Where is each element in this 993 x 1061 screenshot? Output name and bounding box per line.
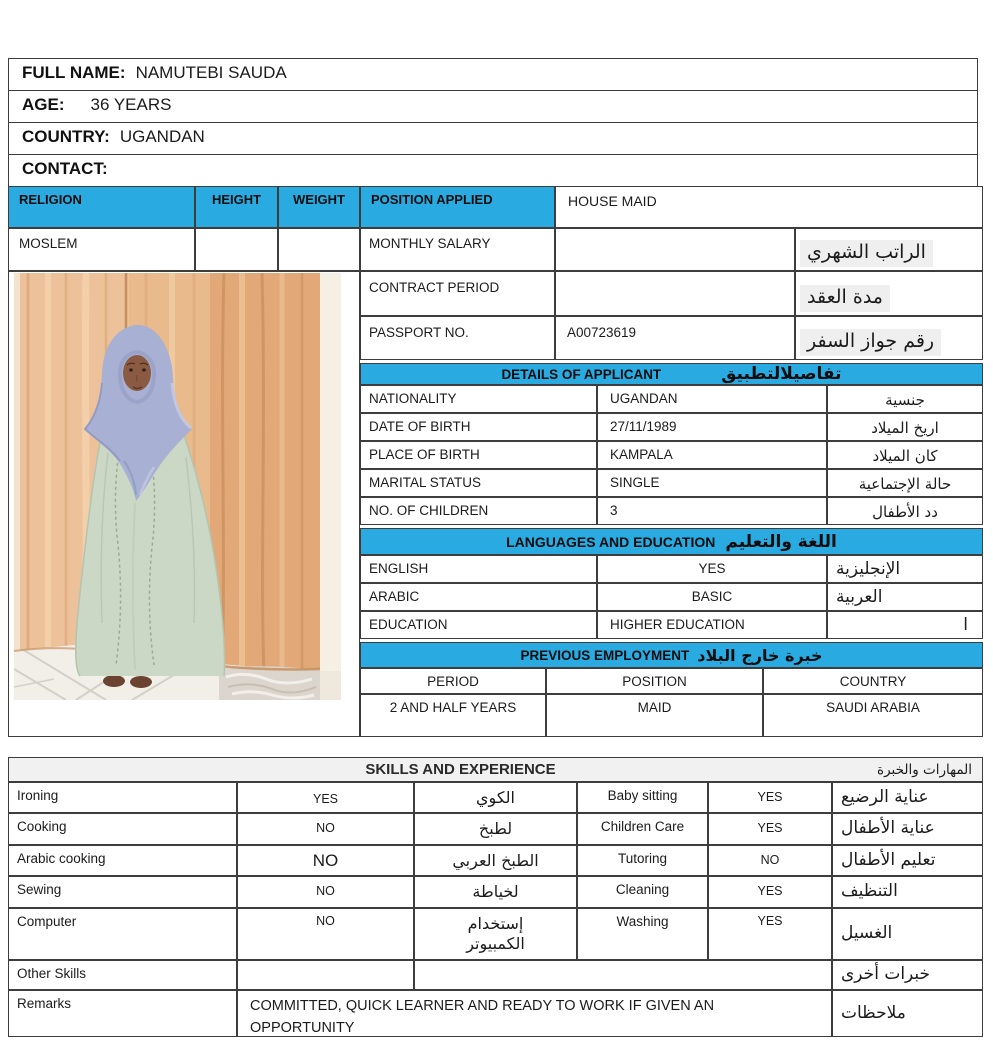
skill-childrencare-arabic: عناية الأطفال [832, 813, 983, 845]
full-name-row [8, 58, 978, 91]
other-skills-empty [237, 960, 414, 990]
skill-babysitting-value: YES [708, 782, 832, 813]
skills-title: SKILLS AND EXPERIENCE [365, 761, 556, 778]
place-of-birth-label: PLACE OF BIRTH [360, 441, 597, 469]
skill-sewing-value: NO [237, 876, 414, 908]
country-column-header: COUNTRY [763, 668, 983, 694]
skill-computer-value: NO [237, 908, 414, 960]
children-arabic: دد الأطفال [827, 497, 983, 525]
monthly-salary-arabic: الراتب الشهري [795, 228, 983, 271]
place-of-birth-value: KAMPALA [597, 441, 827, 469]
skill-ironing-label: Ironing [8, 782, 237, 813]
education-arabic: ا [827, 611, 983, 639]
height-value [195, 228, 278, 271]
passport-label: PASSPORT NO. [360, 316, 555, 360]
skill-arabiccooking-label: Arabic cooking [8, 845, 237, 876]
skills-title-arabic: المهارات والخبرة [877, 761, 972, 778]
children-label: NO. OF CHILDREN [360, 497, 597, 525]
education-value: HIGHER EDUCATION [597, 611, 827, 639]
skill-cleaning-arabic: التنظيف [832, 876, 983, 908]
education-label: EDUCATION [360, 611, 597, 639]
position-column-header: POSITION [546, 668, 763, 694]
marital-status-value: SINGLE [597, 469, 827, 497]
other-skills-value [414, 960, 832, 990]
contact-label: CONTACT: [22, 159, 108, 178]
applicant-photo [14, 273, 341, 700]
languages-title-arabic: اللغة والتعليم [725, 531, 837, 552]
other-skills-arabic: خبرات أخرى [832, 960, 983, 990]
languages-section-header [360, 528, 983, 555]
age-row [8, 90, 978, 123]
arabic-arabic: العربية [827, 583, 983, 611]
skill-ironing-value: YES [237, 782, 414, 813]
skill-arabiccooking-value: NO [237, 845, 414, 876]
nationality-value: UGANDAN [597, 385, 827, 413]
skill-tutoring-value: NO [708, 845, 832, 876]
skill-childrencare-label: Children Care [577, 813, 708, 845]
skills-section-header [8, 757, 983, 782]
country-label: COUNTRY: [22, 127, 110, 146]
marital-status-label: MARITAL STATUS [360, 469, 597, 497]
employment-title-arabic: خبرة خارج البلاد [697, 645, 823, 665]
employment-period: 2 AND HALF YEARS [360, 694, 546, 737]
religion-value: MOSLEM [8, 228, 195, 271]
contact-row [8, 154, 978, 187]
country-row [8, 122, 978, 155]
period-column-header: PERIOD [360, 668, 546, 694]
full-name-value: NAMUTEBI SAUDA [135, 63, 287, 82]
age-value: 36 YEARS [90, 95, 172, 114]
skill-arabiccooking-arabic: الطبخ العربي [414, 845, 577, 876]
skill-cooking-label: Cooking [8, 813, 237, 845]
skill-washing-value: YES [708, 908, 832, 960]
contract-period-value [555, 271, 795, 316]
position-applied-header: POSITION APPLIED [360, 186, 555, 228]
date-of-birth-value: 27/11/1989 [597, 413, 827, 441]
skill-tutoring-label: Tutoring [577, 845, 708, 876]
employment-position: MAID [546, 694, 763, 737]
age-label: AGE: [22, 95, 65, 114]
remarks-label: Remarks [8, 990, 237, 1037]
marital-status-arabic: حالة الإجتماعية [827, 469, 983, 497]
employment-title: PREVIOUS EMPLOYMENT [520, 647, 690, 663]
skill-babysitting-arabic: عناية الرضيع [832, 782, 983, 813]
skills-table [8, 757, 983, 1037]
details-title: DETAILS OF APPLICANT [501, 366, 662, 382]
date-of-birth-label: DATE OF BIRTH [360, 413, 597, 441]
contract-period-arabic: مدة العقد [795, 271, 983, 316]
photo-cell [8, 271, 360, 737]
date-of-birth-arabic: اريخ الميلاد [827, 413, 983, 441]
skill-washing-arabic: الغسيل [832, 908, 983, 960]
skill-washing-label: Washing [577, 908, 708, 960]
arabic-value: BASIC [597, 583, 827, 611]
english-value: YES [597, 555, 827, 583]
monthly-salary-label: MONTHLY SALARY [360, 228, 555, 271]
full-name-label: FULL NAME: [22, 63, 126, 82]
passport-value: A00723619 [555, 316, 795, 360]
skill-computer-arabic: إستخدام الكمبيوتر [414, 908, 577, 960]
skill-sewing-arabic: لخياطة [414, 876, 577, 908]
main-table [8, 186, 983, 737]
height-header: HEIGHT [195, 186, 278, 228]
languages-title: LANGUAGES AND EDUCATION [506, 533, 716, 550]
skill-cooking-arabic: لطبخ [414, 813, 577, 845]
english-label: ENGLISH [360, 555, 597, 583]
skill-cleaning-value: YES [708, 876, 832, 908]
employment-country: SAUDI ARABIA [763, 694, 983, 737]
weight-header: WEIGHT [278, 186, 360, 228]
details-title-arabic: تفاصيلالتطبيق [721, 364, 842, 384]
skill-babysitting-label: Baby sitting [577, 782, 708, 813]
remarks-arabic: ملاحظات [832, 990, 983, 1037]
other-skills-label: Other Skills [8, 960, 237, 990]
place-of-birth-arabic: كان الميلاد [827, 441, 983, 469]
remarks-value: COMMITTED, QUICK LEARNER AND READY TO WORK IF GIVEN AN OPPORTUNITY [237, 990, 832, 1037]
employment-section-header [360, 642, 983, 668]
skill-cooking-value: NO [237, 813, 414, 845]
passport-arabic: رقم جواز السفر [795, 316, 983, 360]
skill-childrencare-value: YES [708, 813, 832, 845]
country-value: UGANDAN [119, 127, 205, 146]
skill-sewing-label: Sewing [8, 876, 237, 908]
details-section-header [360, 363, 983, 385]
skill-ironing-arabic: الكوي [414, 782, 577, 813]
position-applied-value: HOUSE MAID [555, 186, 983, 228]
skill-cleaning-label: Cleaning [577, 876, 708, 908]
religion-header: RELIGION [8, 186, 195, 228]
english-arabic: الإنجليزية [827, 555, 983, 583]
skill-computer-label: Computer [8, 908, 237, 960]
nationality-arabic: جنسية [827, 385, 983, 413]
skill-tutoring-arabic: تعليم الأطفال [832, 845, 983, 876]
arabic-label: ARABIC [360, 583, 597, 611]
nationality-label: NATIONALITY [360, 385, 597, 413]
weight-value [278, 228, 360, 271]
monthly-salary-value [555, 228, 795, 271]
contract-period-label: CONTRACT PERIOD [360, 271, 555, 316]
children-value: 3 [597, 497, 827, 525]
